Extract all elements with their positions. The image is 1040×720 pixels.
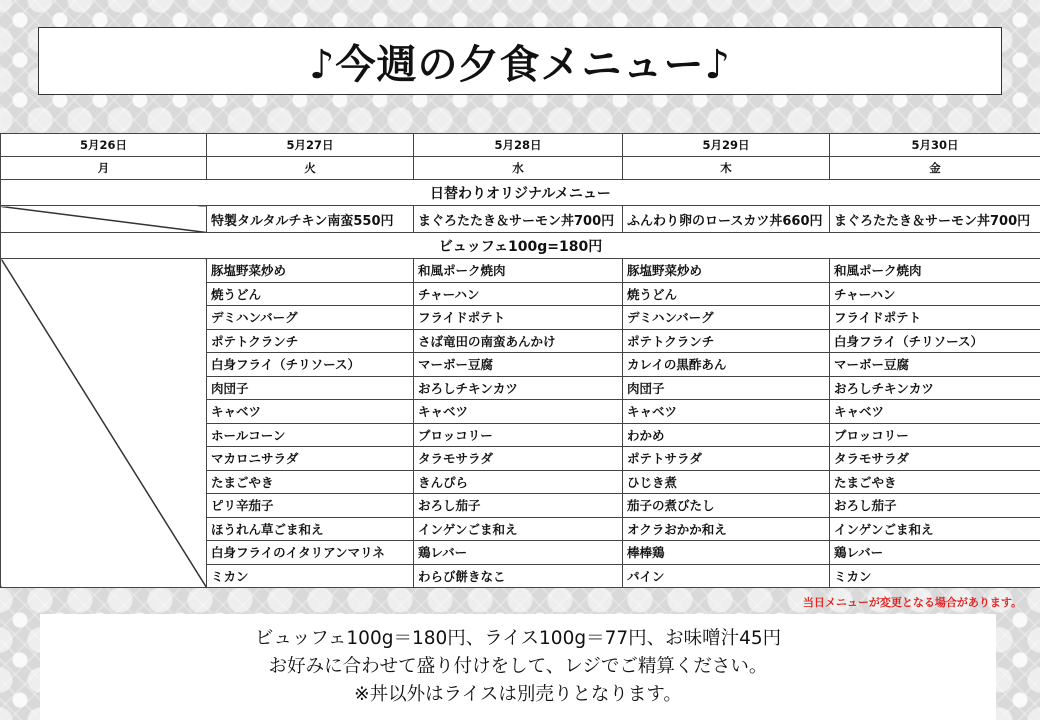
buffet-menu-item: 鶏レバー [414, 541, 623, 565]
page-title: ♪今週の夕食メニュー♪ [38, 27, 1002, 95]
buffet-menu-item: 肉団子 [207, 376, 414, 400]
rice-note-line: ※丼以外はライスは別売りとなります。 [354, 684, 682, 705]
buffet-menu-item: ひじき煮 [623, 470, 830, 494]
pricing-line: ビュッフェ100g＝180円、ライス100g＝77円、お味噌汁45円 [254, 628, 782, 649]
date-row [1, 134, 1040, 157]
buffet-menu-item: おろし茄子 [414, 494, 623, 518]
daily-menu-item: まぐろたたき＆サーモン丼700円 [414, 206, 623, 233]
buffet-menu-item: 白身フライのイタリアンマリネ [207, 541, 414, 565]
date-cell: 5月28日 [414, 134, 623, 157]
buffet-menu-item: わらび餅きなこ [414, 564, 623, 588]
buffet-menu-item: デミハンバーグ [623, 306, 830, 330]
weekday-cell: 木 [623, 157, 830, 180]
buffet-section-label: ビュッフェ100g=180円 [1, 233, 1040, 259]
empty-diagonal-cell [1, 259, 207, 588]
date-cell: 5月29日 [623, 134, 830, 157]
buffet-menu-item: 焼うどん [207, 282, 414, 306]
buffet-menu-item: おろしチキンカツ [414, 376, 623, 400]
buffet-menu-item: 豚塩野菜炒め [207, 259, 414, 283]
date-cell: 5月30日 [830, 134, 1040, 157]
buffet-menu-item: 棒棒鶏 [623, 541, 830, 565]
buffet-menu-item: キャベツ [414, 400, 623, 424]
buffet-menu-item: ミカン [207, 564, 414, 588]
buffet-menu-item: ブロッコリー [414, 423, 623, 447]
instruction-line: お好みに合わせて盛り付けをして、レジでご精算ください。 [268, 656, 768, 677]
buffet-menu-item: わかめ [623, 423, 830, 447]
buffet-menu-item: ブロッコリー [830, 423, 1040, 447]
weekday-cell: 水 [414, 157, 623, 180]
buffet-section-header [1, 233, 1040, 259]
buffet-menu-item: 焼うどん [623, 282, 830, 306]
buffet-menu-item: ホールコーン [207, 423, 414, 447]
buffet-menu-item: マーボー豆腐 [414, 353, 623, 377]
buffet-menu-item: たまごやき [207, 470, 414, 494]
buffet-menu-item: ポテトクランチ [623, 329, 830, 353]
buffet-menu-item: ポテトサラダ [623, 447, 830, 471]
weekday-row [1, 157, 1040, 180]
daily-menu-item: まぐろたたき＆サーモン丼700円 [830, 206, 1040, 233]
buffet-menu-item: 白身フライ（チリソース） [830, 329, 1040, 353]
buffet-menu-item: 白身フライ（チリソース） [207, 353, 414, 377]
buffet-menu-item: パイン [623, 564, 830, 588]
buffet-menu-item: チャーハン [414, 282, 623, 306]
daily-section-label: 日替わりオリジナルメニュー [1, 180, 1040, 206]
buffet-menu-item: キャベツ [207, 400, 414, 424]
buffet-menu-item: マカロニサラダ [207, 447, 414, 471]
buffet-menu-item: おろし茄子 [830, 494, 1040, 518]
pricing-info-box [40, 614, 996, 720]
daily-menu-item: ふんわり卵のロースカツ丼660円 [623, 206, 830, 233]
buffet-menu-item: おろしチキンカツ [830, 376, 1040, 400]
buffet-menu-item: 和風ポーク焼肉 [830, 259, 1040, 283]
daily-menu-row [1, 206, 1040, 233]
buffet-row [1, 259, 1040, 283]
daily-menu-item: 特製タルタルチキン南蛮550円 [207, 206, 414, 233]
buffet-menu-item: タラモサラダ [414, 447, 623, 471]
buffet-menu-item: 豚塩野菜炒め [623, 259, 830, 283]
buffet-menu-item: フライドポテト [830, 306, 1040, 330]
buffet-menu-item: タラモサラダ [830, 447, 1040, 471]
buffet-menu-item: 和風ポーク焼肉 [414, 259, 623, 283]
buffet-menu-item: インゲンごま和え [414, 517, 623, 541]
buffet-menu-item: デミハンバーグ [207, 306, 414, 330]
buffet-menu-item: 肉団子 [623, 376, 830, 400]
buffet-menu-item: さば竜田の南蛮あんかけ [414, 329, 623, 353]
weekday-cell: 月 [1, 157, 207, 180]
buffet-menu-item: キャベツ [623, 400, 830, 424]
buffet-menu-item: 鶏レバー [830, 541, 1040, 565]
buffet-menu-item: キャベツ [830, 400, 1040, 424]
empty-diagonal-cell [1, 206, 207, 233]
buffet-menu-item: きんぴら [414, 470, 623, 494]
buffet-menu-item: カレイの黒酢あん [623, 353, 830, 377]
buffet-menu-item: 茄子の煮びたし [623, 494, 830, 518]
buffet-menu-item: たまごやき [830, 470, 1040, 494]
daily-section-header [1, 180, 1040, 206]
weekday-cell: 金 [830, 157, 1040, 180]
buffet-menu-item: マーボー豆腐 [830, 353, 1040, 377]
buffet-menu-item: インゲンごま和え [830, 517, 1040, 541]
weekday-cell: 火 [207, 157, 414, 180]
menu-change-notice: 当日メニューが変更となる場合があります。 [802, 596, 1022, 609]
buffet-menu-item: ピリ辛茄子 [207, 494, 414, 518]
date-cell: 5月27日 [207, 134, 414, 157]
buffet-menu-item: ポテトクランチ [207, 329, 414, 353]
buffet-menu-item: オクラおかか和え [623, 517, 830, 541]
buffet-menu-item: チャーハン [830, 282, 1040, 306]
weekly-menu-table [0, 133, 1040, 588]
buffet-menu-item: ほうれん草ごま和え [207, 517, 414, 541]
buffet-menu-item: ミカン [830, 564, 1040, 588]
date-cell: 5月26日 [1, 134, 207, 157]
buffet-menu-item: フライドポテト [414, 306, 623, 330]
